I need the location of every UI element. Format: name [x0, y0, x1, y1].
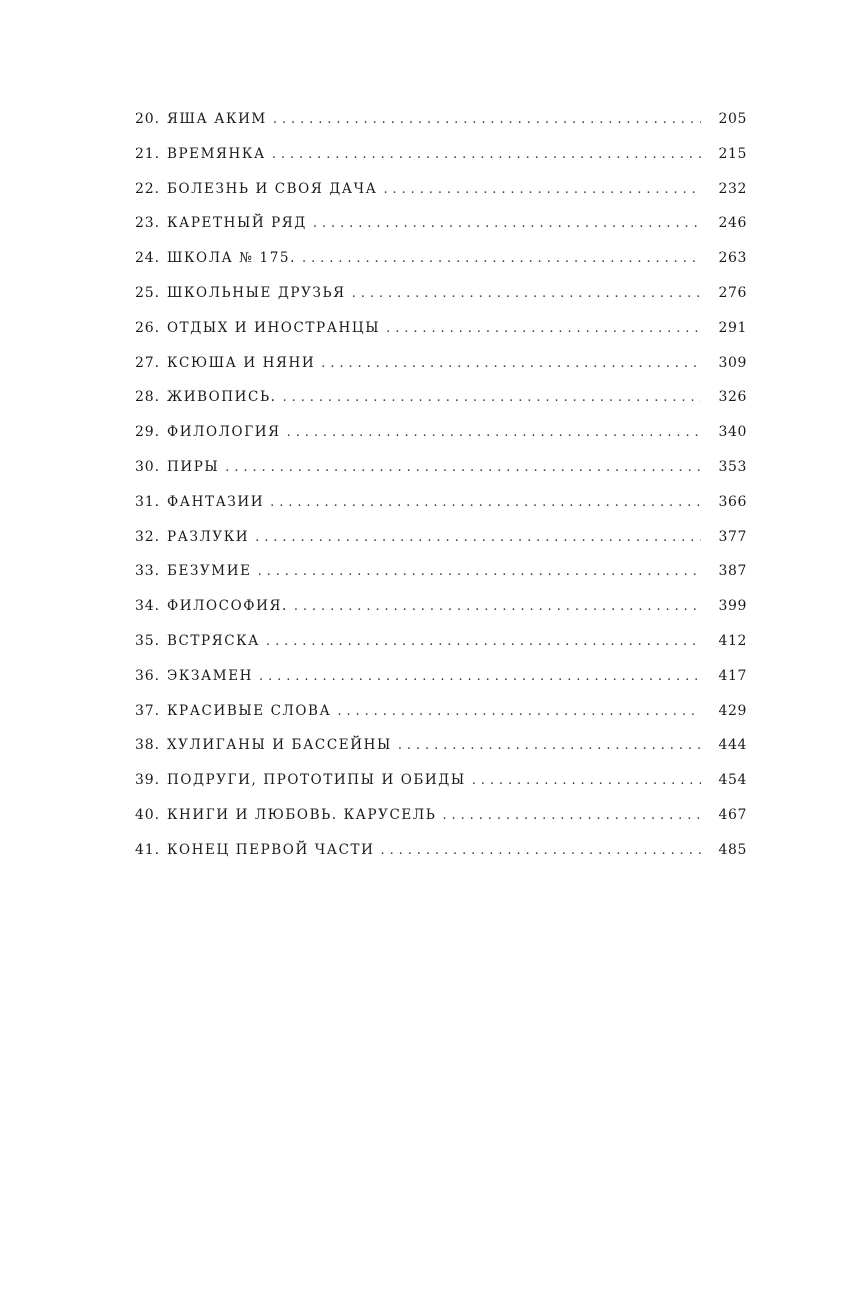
toc-entry-title: ШКОЛЬНЫЕ ДРУЗЬЯ	[166, 284, 346, 301]
toc-entry-page: 205	[718, 111, 747, 127]
toc-entry-title: ЖИВОПИСЬ.	[166, 389, 277, 406]
toc-entry-number: 40.	[135, 806, 160, 823]
toc-entry-title: ЭКЗАМЕН	[166, 667, 254, 684]
toc-entry[interactable]	[135, 737, 747, 772]
dot-leader	[266, 634, 701, 649]
dot-leader	[259, 669, 701, 684]
toc-entry-page: 417	[718, 667, 747, 684]
toc-entry-number: 23.	[135, 215, 160, 232]
toc-entry-page: 232	[718, 180, 747, 197]
dot-leader	[225, 460, 701, 475]
toc-entry[interactable]	[135, 807, 747, 842]
toc-entry[interactable]	[135, 494, 747, 529]
toc-entry[interactable]	[135, 668, 747, 703]
dot-leader	[294, 599, 701, 614]
toc-entry[interactable]	[135, 703, 747, 738]
dot-leader	[398, 738, 701, 753]
dot-leader	[383, 182, 701, 197]
toc-entry[interactable]	[135, 111, 747, 146]
toc-entry-title: БОЛЕЗНЬ И СВОЯ ДАЧА	[166, 180, 378, 197]
toc-entry[interactable]	[135, 285, 747, 320]
toc-entry-page: 412	[718, 632, 747, 649]
dot-leader	[442, 808, 701, 823]
dot-leader	[272, 147, 701, 162]
toc-entry-page: 485	[718, 841, 747, 858]
toc-entry[interactable]	[135, 250, 747, 285]
toc-entry[interactable]	[135, 772, 747, 807]
toc-entry-title: ПИРЫ	[166, 458, 220, 475]
toc-entry-page: 353	[718, 458, 747, 475]
toc-entry-number: 35.	[135, 632, 160, 649]
toc-entry-page: 263	[718, 250, 747, 267]
toc-entry-number: 28.	[135, 389, 160, 406]
toc-entry[interactable]	[135, 633, 747, 668]
dot-leader	[270, 495, 701, 510]
toc-entry-title: КАРЕТНЫЙ РЯД	[166, 215, 307, 232]
dot-leader	[337, 704, 701, 719]
toc-entry-page: 309	[718, 354, 747, 371]
table-of-contents	[135, 111, 747, 877]
toc-entry-number: 30.	[135, 458, 160, 475]
toc-entry-number: 24.	[135, 250, 160, 267]
dot-leader	[381, 843, 701, 858]
toc-entry[interactable]	[135, 355, 747, 390]
toc-entry-number: 32.	[135, 528, 160, 545]
dot-leader	[321, 356, 701, 371]
toc-entry-page: 291	[718, 319, 747, 336]
toc-entry[interactable]	[135, 146, 747, 181]
toc-entry-title: КСЮША И НЯНИ	[166, 354, 316, 371]
toc-entry-number: 22.	[135, 180, 160, 197]
toc-entry[interactable]	[135, 424, 747, 459]
toc-entry-number: 37.	[135, 702, 160, 719]
toc-entry-page: 454	[718, 772, 747, 789]
toc-entry-title: ФИЛОСОФИЯ.	[166, 598, 288, 615]
toc-entry[interactable]	[135, 563, 747, 598]
toc-entry-page: 387	[718, 563, 747, 580]
toc-entry-page: 366	[718, 493, 747, 510]
toc-entry-title: РАЗЛУКИ	[166, 528, 250, 545]
toc-entry-page: 377	[718, 528, 747, 545]
toc-entry-page: 326	[718, 389, 747, 406]
toc-entry-number: 25.	[135, 284, 160, 301]
toc-entry[interactable]	[135, 320, 747, 355]
toc-entry[interactable]	[135, 459, 747, 494]
toc-entry-title: КНИГИ И ЛЮБОВЬ. КАРУСЕЛЬ	[166, 806, 437, 823]
toc-entry-number: 26.	[135, 319, 160, 336]
dot-leader	[287, 425, 701, 440]
toc-entry-number: 20.	[135, 111, 160, 127]
toc-entry-title: ХУЛИГАНЫ И БАССЕЙНЫ	[166, 737, 392, 754]
toc-entry-number: 39.	[135, 772, 160, 789]
dot-leader	[386, 321, 701, 336]
toc-entry-number: 38.	[135, 737, 160, 754]
toc-entry-title: ВРЕМЯНКА	[166, 145, 266, 162]
toc-entry-page: 444	[718, 737, 747, 754]
toc-entry-page: 215	[718, 145, 747, 162]
toc-entry-number: 29.	[135, 424, 160, 441]
toc-entry-number: 34.	[135, 598, 160, 615]
dot-leader	[352, 286, 701, 301]
toc-entry-page: 467	[718, 806, 747, 823]
toc-entry-number: 27.	[135, 354, 160, 371]
toc-entry-title: ПОДРУГИ, ПРОТОТИПЫ И ОБИДЫ	[166, 772, 466, 789]
toc-entry-number: 21.	[135, 145, 160, 162]
toc-entry[interactable]	[135, 215, 747, 250]
dot-leader	[273, 112, 701, 127]
dot-leader	[258, 564, 701, 579]
dot-leader	[313, 216, 701, 231]
toc-entry[interactable]	[135, 181, 747, 216]
toc-entry-number: 36.	[135, 667, 160, 684]
toc-entry[interactable]	[135, 598, 747, 633]
toc-entry-page: 340	[718, 424, 747, 441]
toc-entry-page: 429	[718, 702, 747, 719]
toc-entry-page: 399	[718, 598, 747, 615]
dot-leader	[255, 530, 701, 545]
toc-entry-title: КОНЕЦ ПЕРВОЙ ЧАСТИ	[166, 841, 375, 858]
toc-entry-number: 31.	[135, 493, 160, 510]
toc-entry-title: ОТДЫХ И ИНОСТРАНЦЫ	[166, 319, 381, 336]
toc-entry-title: КРАСИВЫЕ СЛОВА	[166, 702, 332, 719]
toc-entry[interactable]	[135, 529, 747, 564]
toc-entry-title: БЕЗУМИЕ	[166, 563, 252, 580]
toc-entry-title: ФАНТАЗИИ	[166, 493, 265, 510]
toc-entry-page: 246	[718, 215, 747, 232]
toc-entry[interactable]	[135, 842, 747, 877]
dot-leader	[472, 773, 701, 788]
toc-entry-page: 276	[718, 284, 747, 301]
toc-entry-title: ШКОЛА № 175.	[166, 250, 296, 267]
dot-leader	[283, 390, 701, 405]
toc-entry-title: ЯША АКИМ	[166, 111, 267, 127]
toc-entry-number: 33.	[135, 563, 160, 580]
toc-entry-title: ФИЛОЛОГИЯ	[166, 424, 281, 441]
toc-entry[interactable]	[135, 389, 747, 424]
toc-entry-title: ВСТРЯСКА	[166, 632, 261, 649]
dot-leader	[302, 251, 701, 266]
toc-entry-number: 41.	[135, 841, 160, 858]
